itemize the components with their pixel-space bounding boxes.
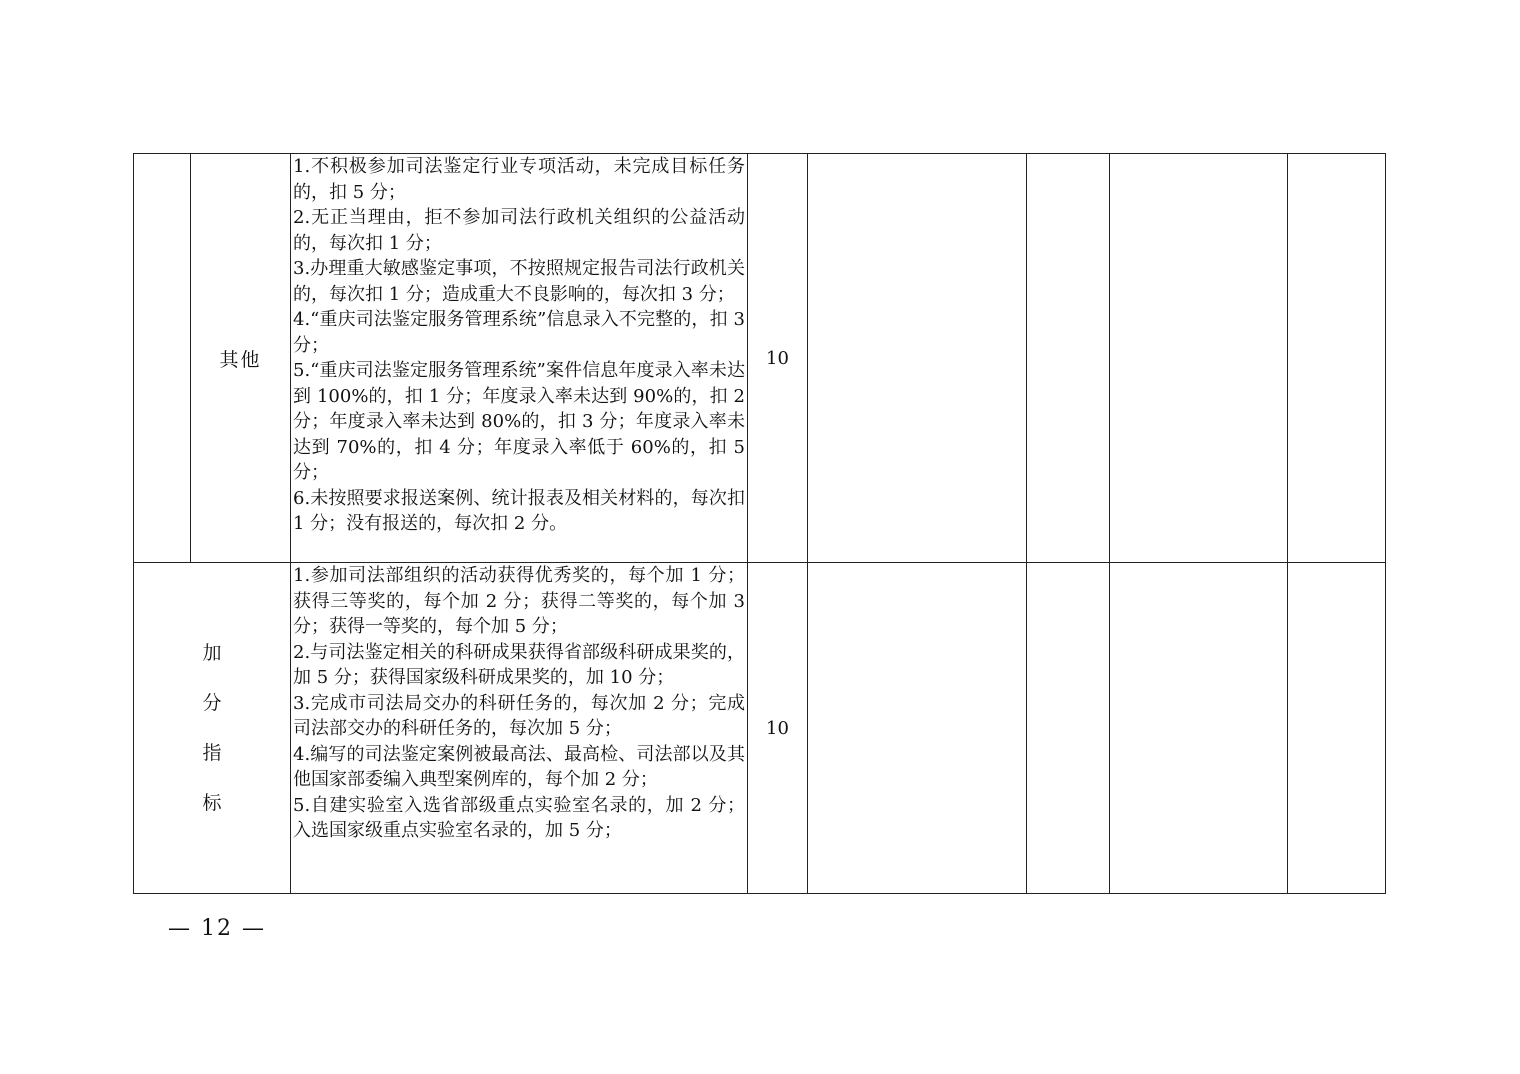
evaluation-table <box>133 153 1386 894</box>
criteria-item: 6.未按照要求报送案例、统计报表及相关材料的，每次扣 1 分；没有报送的，每次扣 2 分。 <box>293 487 745 534</box>
criteria-item: 1.参加司法部组织的活动获得优秀奖的，每个加 1 分；获得三等奖的，每个加 2 分；获得二等奖的，每个加 3 分；获得一等奖的，每个加 5 分； <box>293 565 745 637</box>
category-char: 指 <box>202 742 222 764</box>
criteria-cell <box>291 563 748 894</box>
criteria-cell <box>291 154 748 563</box>
criteria-item: 3.办理重大敏感鉴定事项，不按照规定报告司法行政机关的，每次扣 1 分；造成重大不良影响的，每次扣 3 分； <box>293 258 745 305</box>
page-number: — 12 — <box>168 916 266 941</box>
parent-category-cell <box>134 154 191 563</box>
criteria-item: 2.与司法鉴定相关的科研成果获得省部级科研成果奖的，加 5 分；获得国家级科研成果奖的，加 10 分； <box>293 641 745 688</box>
table-row <box>134 563 1386 894</box>
empty-cell <box>808 154 1027 563</box>
criteria-item: 2.无正当理由，拒不参加司法行政机关组织的公益活动的，每次扣 1 分； <box>293 207 745 254</box>
category-cell: 其他 <box>191 154 291 563</box>
empty-cell <box>1027 563 1110 894</box>
criteria-item: 4.编写的司法鉴定案例被最高法、最高检、司法部以及其他国家部委编入典型案例库的，每个加 2 分； <box>293 743 745 790</box>
criteria-item: 4.“重庆司法鉴定服务管理系统”信息录入不完整的，扣 3 分； <box>293 309 745 356</box>
criteria-item: 5.“重庆司法鉴定服务管理系统”案件信息年度录入率未达到 100%的，扣 1 分；年度录入率未达到 90%的，扣 2 分；年度录入率未达到 80%的，扣 3 分；年度录入率未达到 70%的，扣 4 分；年度录入率低于 60%的，扣 5 分； <box>293 360 745 483</box>
empty-cell <box>1027 154 1110 563</box>
empty-cell <box>1110 154 1288 563</box>
bonus-category-cell <box>134 563 291 894</box>
evaluation-table-container <box>133 153 1386 894</box>
score-cell: 10 <box>748 154 808 563</box>
category-char: 标 <box>202 792 222 814</box>
criteria-item: 5.自建实验室入选省部级重点实验室名录的，加 2 分；入选国家级重点实验室名录的，加 5 分； <box>293 794 745 841</box>
score-cell: 10 <box>748 563 808 894</box>
category-char: 加 <box>202 642 222 664</box>
empty-cell <box>1288 154 1386 563</box>
table-row <box>134 154 1386 563</box>
criteria-item: 1.不积极参加司法鉴定行业专项活动，未完成目标任务的，扣 5 分； <box>293 156 745 203</box>
empty-cell <box>1288 563 1386 894</box>
empty-cell <box>1110 563 1288 894</box>
category-char: 分 <box>202 692 222 714</box>
empty-cell <box>808 563 1027 894</box>
criteria-item: 3.完成市司法局交办的科研任务的，每次加 2 分；完成司法部交办的科研任务的，每次加 5 分； <box>293 692 745 739</box>
